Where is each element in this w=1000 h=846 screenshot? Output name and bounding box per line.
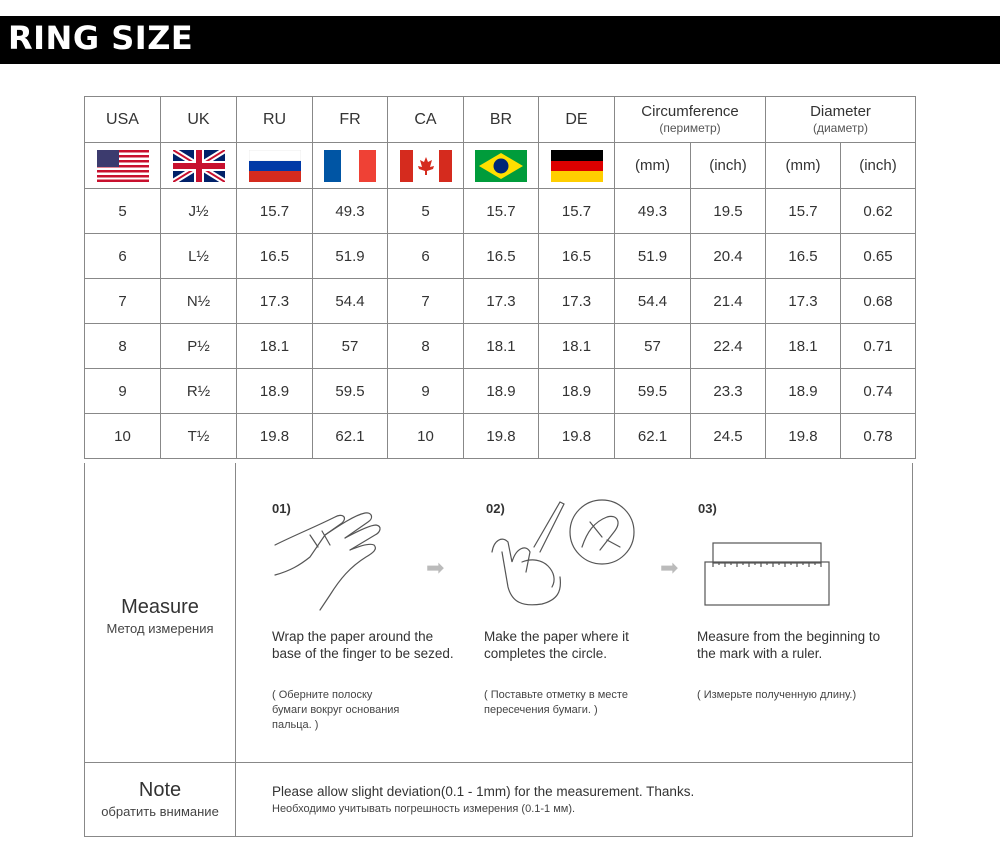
table-cell: 23.3 xyxy=(691,369,766,414)
table-cell: 49.3 xyxy=(615,189,691,234)
page-title: RING SIZE xyxy=(8,19,194,57)
step-2-number: 02) xyxy=(486,501,505,516)
table-cell: 22.4 xyxy=(691,324,766,369)
table-cell: 18.9 xyxy=(237,369,313,414)
arrow-right-icon: ➡ xyxy=(426,555,445,580)
step-1-text: Wrap the paper around the base of the finger to be sezed. xyxy=(272,629,454,661)
table-cell: 54.4 xyxy=(313,279,388,324)
header-ca: CA xyxy=(388,97,464,143)
measure-subtitle: Метод измерения xyxy=(106,621,214,636)
table-cell: 7 xyxy=(388,279,464,324)
unit-diam-mm: (mm) xyxy=(766,143,841,189)
france-flag-icon xyxy=(324,150,376,182)
table-cell: 57 xyxy=(615,324,691,369)
table-cell: 18.1 xyxy=(237,324,313,369)
table-cell: 18.9 xyxy=(539,369,615,414)
table-cell: 20.4 xyxy=(691,234,766,279)
note-title: Note xyxy=(138,779,182,801)
table-cell: 62.1 xyxy=(615,414,691,459)
table-cell: 21.4 xyxy=(691,279,766,324)
header-uk: UK xyxy=(161,97,237,143)
table-cell: 15.7 xyxy=(539,189,615,234)
table-cell: 17.3 xyxy=(766,279,841,324)
header-diameter xyxy=(766,97,916,143)
brazil-flag-icon xyxy=(475,150,527,182)
arrow-right-icon: ➡ xyxy=(660,555,679,580)
table-cell: 0.65 xyxy=(841,234,916,279)
note-divider xyxy=(84,762,913,763)
table-cell: 19.8 xyxy=(539,414,615,459)
table-row xyxy=(85,414,916,459)
table-cell: 9 xyxy=(388,369,464,414)
table-cell: 8 xyxy=(388,324,464,369)
frame-right xyxy=(912,463,913,837)
table-cell: 6 xyxy=(85,234,161,279)
table-cell: J½ xyxy=(161,189,237,234)
unit-diam-inch: (inch) xyxy=(841,143,916,189)
note-heading xyxy=(85,779,235,819)
table-cell: 7 xyxy=(85,279,161,324)
step-3-number: 03) xyxy=(698,501,717,516)
header-de: DE xyxy=(539,97,615,143)
header-ru: RU xyxy=(237,97,313,143)
table-row xyxy=(85,279,916,324)
table-cell: 19.8 xyxy=(237,414,313,459)
table-cell: 19.8 xyxy=(464,414,539,459)
table-cell: 6 xyxy=(388,234,464,279)
step-2-russian: ( Поставьте отметку в месте пересечения бумаги. ) xyxy=(484,689,628,716)
table-cell: L½ xyxy=(161,234,237,279)
note-subtitle: обратить внимание xyxy=(101,804,219,819)
table-cell: 17.3 xyxy=(464,279,539,324)
table-cell: 0.78 xyxy=(841,414,916,459)
table-cell: N½ xyxy=(161,279,237,324)
table-cell: 16.5 xyxy=(766,234,841,279)
diameter-label: Diameter xyxy=(810,102,871,120)
step-2-text: Make the paper where it completes the circle. xyxy=(484,629,629,661)
table-cell: 19.8 xyxy=(766,414,841,459)
table-cell: 10 xyxy=(85,414,161,459)
table-cell: 62.1 xyxy=(313,414,388,459)
table-cell: 59.5 xyxy=(615,369,691,414)
table-row xyxy=(85,189,916,234)
table-cell: 54.4 xyxy=(615,279,691,324)
hand-wrap-illustration xyxy=(270,505,390,615)
table-cell: 15.7 xyxy=(766,189,841,234)
table-cell: 16.5 xyxy=(464,234,539,279)
table-cell: 24.5 xyxy=(691,414,766,459)
header-br: BR xyxy=(464,97,539,143)
title-banner xyxy=(0,16,1000,64)
mark-paper-illustration xyxy=(482,492,642,612)
header-usa: USA xyxy=(85,97,161,143)
table-row xyxy=(85,369,916,414)
table-cell: 15.7 xyxy=(464,189,539,234)
unit-circ-inch: (inch) xyxy=(691,143,766,189)
table-cell: 17.3 xyxy=(237,279,313,324)
germany-flag-icon xyxy=(551,150,603,182)
uk-flag-icon xyxy=(173,150,225,182)
table-cell: 0.71 xyxy=(841,324,916,369)
step-1-number: 01) xyxy=(272,501,291,516)
table-cell: 57 xyxy=(313,324,388,369)
table-cell: 18.9 xyxy=(464,369,539,414)
flag-row xyxy=(85,143,916,189)
circumference-sub: (периметр) xyxy=(659,120,721,135)
table-cell: 0.74 xyxy=(841,369,916,414)
header-fr: FR xyxy=(313,97,388,143)
step-3-text: Measure from the beginning to the mark with a ruler. xyxy=(697,629,881,661)
russia-flag-icon xyxy=(249,150,301,182)
table-cell: 18.9 xyxy=(766,369,841,414)
table-cell: 18.1 xyxy=(539,324,615,369)
table-cell: 5 xyxy=(85,189,161,234)
table-cell: 0.62 xyxy=(841,189,916,234)
table-cell: 15.7 xyxy=(237,189,313,234)
table-cell: 18.1 xyxy=(464,324,539,369)
table-row xyxy=(85,234,916,279)
table-cell: P½ xyxy=(161,324,237,369)
header-row xyxy=(85,97,916,143)
header-circumference xyxy=(615,97,766,143)
measure-title: Measure xyxy=(121,596,199,618)
table-cell: 49.3 xyxy=(313,189,388,234)
table-cell: 59.5 xyxy=(313,369,388,414)
table-cell: 0.68 xyxy=(841,279,916,324)
diameter-sub: (диаметр) xyxy=(812,120,869,135)
circumference-label: Circumference xyxy=(641,102,739,120)
table-cell: R½ xyxy=(161,369,237,414)
frame-bottom xyxy=(84,836,913,837)
canada-flag-icon xyxy=(400,150,452,182)
table-cell: 51.9 xyxy=(615,234,691,279)
table-cell: 18.1 xyxy=(766,324,841,369)
usa-flag-icon xyxy=(97,150,149,182)
section-divider xyxy=(235,463,236,837)
ring-size-table xyxy=(84,96,916,459)
measure-heading xyxy=(85,596,235,636)
table-cell: T½ xyxy=(161,414,237,459)
table-cell: 10 xyxy=(388,414,464,459)
note-russian: Необходимо учитывать погрешность измерения (0.1-1 мм). xyxy=(272,803,576,815)
step-3-russian: ( Измерьте полученную длину.) xyxy=(697,689,857,701)
table-row xyxy=(85,324,916,369)
note-text: Please allow slight deviation(0.1 - 1mm) for the measurement. Thanks. xyxy=(272,784,695,799)
table-cell: 5 xyxy=(388,189,464,234)
ruler-illustration xyxy=(703,540,833,608)
unit-circ-mm: (mm) xyxy=(615,143,691,189)
table-cell: 9 xyxy=(85,369,161,414)
table-cell: 8 xyxy=(85,324,161,369)
table-cell: 19.5 xyxy=(691,189,766,234)
step-1-russian: ( Оберните полоску бумаги вокруг основания пальца. ) xyxy=(272,689,400,731)
table-cell: 17.3 xyxy=(539,279,615,324)
table-cell: 16.5 xyxy=(539,234,615,279)
table-cell: 16.5 xyxy=(237,234,313,279)
table-cell: 51.9 xyxy=(313,234,388,279)
